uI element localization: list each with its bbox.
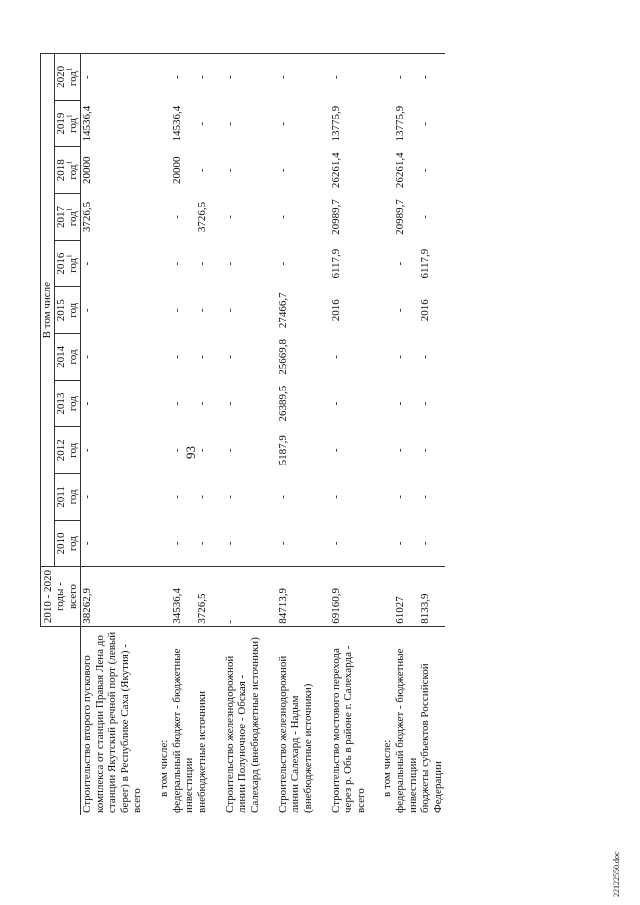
cell-value: - (419, 495, 432, 499)
row-name: бюджеты субъектов Российской Федерации (419, 626, 444, 815)
header-year-label: 2011 (54, 486, 67, 508)
spacer-cell (262, 474, 277, 521)
spacer-cell (315, 147, 330, 194)
cell-value: 6117,9 (419, 248, 432, 279)
header-year-unit: год (67, 396, 80, 412)
cell-value: - (394, 401, 407, 406)
cell-value: 25669,8 (276, 339, 289, 375)
cell-value: 13775,9 (329, 105, 342, 142)
spacer-cell (315, 380, 330, 427)
cell-value (144, 334, 171, 381)
spacer-cell (315, 626, 330, 815)
cell-value: - (330, 54, 368, 101)
header-total: 2010 - 2020 годы - всего (41, 567, 81, 626)
header-year-2017 (54, 194, 80, 241)
cell-value: - (276, 541, 289, 546)
table-row (277, 54, 315, 816)
cell-value: 5187,9 (276, 435, 289, 466)
footnote-mark: 1 (65, 114, 74, 118)
cell-value: - (171, 54, 196, 101)
cell-value: - (419, 168, 432, 173)
cell-value (367, 147, 394, 194)
row-total (144, 567, 171, 626)
spacer-cell (209, 54, 224, 101)
header-year-label: 2020 (54, 65, 67, 88)
spacer-cell (209, 194, 224, 241)
cell-value (144, 380, 171, 427)
spacer-cell (209, 100, 224, 147)
header-year-label: 2010 (54, 532, 67, 555)
spacer-cell (209, 427, 224, 474)
spacer-cell (315, 427, 330, 474)
row-total: 84713,9 (277, 567, 315, 626)
cell-value: - (329, 355, 342, 359)
cell-value: - (277, 54, 315, 101)
row-name: Строительство второго пускового комплекса от станции Правая Лена до станции Якутский речной порт (левый берег) в Республике Саха (Якутия) - всего (80, 626, 144, 815)
spacer-cell (262, 147, 277, 194)
header-year-2016 (54, 240, 80, 287)
spacer-cell (209, 334, 224, 381)
header-year-2018 (54, 147, 80, 194)
cell-value: - (223, 448, 236, 453)
header-year-unit: год (67, 211, 80, 227)
cell-value: - (394, 261, 407, 266)
row-total: 61027 (394, 567, 419, 626)
cell-value: - (80, 541, 93, 546)
header-year-2013 (54, 380, 80, 427)
cell-value: - (394, 448, 407, 453)
header-year-unit: год (67, 302, 80, 318)
cell-value: - (276, 168, 289, 173)
row-name: в том числе: (144, 626, 171, 815)
spacer-cell (315, 334, 330, 381)
cell-value: 14536,4 (80, 105, 93, 142)
cell-value: - (329, 448, 342, 453)
row-total: 69160,9 (330, 567, 368, 626)
cell-value: - (419, 355, 432, 359)
spacer-cell (315, 287, 330, 334)
cell-value: - (170, 215, 183, 219)
table-row (171, 54, 196, 816)
cell-value (367, 474, 394, 521)
cell-value (144, 287, 171, 334)
spacer-row (262, 54, 277, 816)
spacer-cell (262, 240, 277, 287)
cell-value: - (419, 448, 432, 453)
cell-value: - (196, 401, 209, 406)
cell-value: 3726,5 (196, 201, 209, 233)
row-total: 8133,9 (419, 567, 444, 626)
cell-value (367, 287, 394, 334)
cell-value: - (329, 495, 342, 499)
cell-value: - (223, 355, 236, 359)
header-year-2012 (54, 427, 80, 474)
row-name: внебюджетные источники (196, 626, 209, 815)
cell-value: - (224, 54, 262, 101)
row-total (367, 567, 394, 626)
spacer-cell (315, 54, 330, 101)
row-total: 3726,5 (196, 567, 209, 626)
header-year-2020 (54, 54, 80, 101)
cell-value: - (196, 541, 209, 546)
spacer-cell (209, 626, 224, 815)
row-name: федеральный бюджет - бюджетные инвестиции (394, 626, 419, 815)
header-year-2010 (54, 520, 80, 567)
cell-value: 13775,9 (394, 105, 407, 142)
table-row (367, 54, 394, 816)
cell-value (367, 194, 394, 241)
cell-value (144, 147, 171, 194)
cell-value (144, 194, 171, 241)
table-row (80, 54, 144, 816)
cell-value: 20000 (170, 156, 183, 185)
cell-value: - (223, 401, 236, 406)
row-name: в том числе: (367, 626, 394, 815)
cell-value: 26261,4 (394, 152, 407, 189)
cell-value: 20989,7 (329, 199, 342, 235)
table-row (224, 54, 262, 816)
cell-value: - (223, 308, 236, 313)
cell-value: - (170, 355, 183, 359)
row-name: федеральный бюджет - бюджетные инвестиции (171, 626, 196, 815)
cell-value (367, 334, 394, 381)
cell-value: - (196, 355, 209, 359)
spacer-cell (262, 334, 277, 381)
cell-value: 2016 (419, 299, 432, 322)
spacer-cell (262, 567, 277, 626)
cell-value: - (419, 541, 432, 546)
header-year-unit: год (67, 536, 80, 552)
cell-value (144, 240, 171, 287)
cell-value: - (196, 121, 209, 126)
header-year-label: 2014 (54, 345, 67, 368)
header-year-label: 2017 (54, 205, 67, 228)
cell-value: - (223, 541, 236, 546)
cell-value: - (419, 401, 432, 406)
header-year-label: 2019 (54, 112, 67, 135)
spacer-cell (262, 427, 277, 474)
cell-value (367, 380, 394, 427)
cell-value: 20000 (80, 156, 93, 185)
cell-value: - (394, 495, 407, 499)
spacer-cell (315, 100, 330, 147)
cell-value (367, 54, 394, 101)
cell-value (144, 54, 171, 101)
header-name-cell (41, 626, 81, 815)
footnote-mark: 1 (65, 161, 74, 165)
cell-value: - (329, 401, 342, 406)
spacer-cell (262, 287, 277, 334)
spacer-cell (315, 474, 330, 521)
spacer-cell (209, 240, 224, 287)
table-row (394, 54, 419, 816)
spacer-cell (262, 380, 277, 427)
table-row (419, 54, 444, 816)
cell-value: - (80, 54, 144, 101)
cell-value: 20989,7 (394, 199, 407, 235)
cell-value: - (80, 401, 93, 406)
spacer-cell (209, 380, 224, 427)
table-body (80, 54, 444, 816)
cell-value: - (170, 401, 183, 406)
cell-value: - (223, 121, 236, 126)
cell-value: - (80, 261, 93, 266)
spacer-cell (262, 520, 277, 567)
cell-value: - (394, 308, 407, 313)
spacer-cell (262, 626, 277, 815)
spacer-cell (209, 520, 224, 567)
row-total: - (224, 567, 262, 626)
cell-value (367, 240, 394, 287)
header-year-unit: год (67, 164, 80, 180)
cell-value: - (80, 495, 93, 499)
table-row (196, 54, 209, 816)
header-year-2019 (54, 100, 80, 147)
cell-value (367, 427, 394, 474)
header-year-label: 2018 (54, 159, 67, 182)
cell-value: 6117,9 (329, 248, 342, 279)
spacer-cell (209, 287, 224, 334)
cell-value: - (419, 121, 432, 126)
header-year-2015 (54, 287, 80, 334)
table-row (144, 54, 171, 816)
cell-value: - (276, 121, 289, 126)
cell-value: - (223, 168, 236, 173)
cell-value: - (394, 541, 407, 546)
table-row (330, 54, 368, 816)
spacer-cell (315, 240, 330, 287)
header-year-label: 2016 (54, 252, 67, 275)
cell-value: - (223, 495, 236, 499)
document-code: 22122550.doc (612, 851, 621, 897)
spacer-cell (209, 147, 224, 194)
spacer-cell (315, 520, 330, 567)
spacer-cell (315, 194, 330, 241)
header-year-unit: год (67, 71, 80, 87)
header-year-2011 (54, 474, 80, 521)
row-name: Строительство железнодорожной линии Салехард - Надым (внебюджетные источники) (277, 626, 315, 815)
cell-value: - (276, 215, 289, 219)
header-year-label: 2013 (54, 392, 67, 415)
cell-value: 26261,4 (329, 152, 342, 189)
header-year-unit: год (67, 257, 80, 273)
header-year-unit: год (67, 349, 80, 365)
cell-value: - (196, 448, 209, 453)
cell-value: - (419, 215, 432, 219)
cell-value (144, 474, 171, 521)
spacer-cell (262, 194, 277, 241)
cell-value: - (196, 54, 209, 101)
cell-value: 2016 (329, 299, 342, 322)
cell-value: - (170, 541, 183, 546)
cell-value: - (196, 495, 209, 499)
cell-value: - (394, 54, 419, 101)
cell-value (144, 427, 171, 474)
row-total: 34536,4 (171, 567, 196, 626)
cell-value: - (196, 308, 209, 313)
budget-table (40, 53, 445, 815)
row-name: Строительство мостового перехода через р. Обь в районе г. Салехарда - всего (330, 626, 368, 815)
cell-value: - (329, 541, 342, 546)
header-group: В том числе (41, 54, 55, 567)
spacer-cell (262, 54, 277, 101)
header-year-unit: год (67, 117, 80, 133)
header-year-label: 2012 (54, 439, 67, 462)
cell-value: - (196, 261, 209, 266)
cell-value (144, 520, 171, 567)
cell-value: - (170, 495, 183, 499)
cell-value: 14536,4 (170, 105, 183, 142)
header-year-unit: год (67, 489, 80, 505)
spacer-row (209, 54, 224, 816)
page-number: 93 (183, 446, 198, 459)
row-total: 38262,9 (80, 567, 144, 626)
cell-value: - (170, 448, 183, 453)
cell-value (367, 100, 394, 147)
cell-value: - (196, 168, 209, 173)
cell-value: - (170, 261, 183, 266)
cell-value: - (80, 308, 93, 313)
footnote-mark: 1 (65, 254, 74, 258)
spacer-cell (209, 567, 224, 626)
cell-value: - (276, 261, 289, 266)
cell-value: - (223, 261, 236, 266)
header-year-unit: год (67, 442, 80, 458)
header-year-2014 (54, 334, 80, 381)
spacer-cell (262, 100, 277, 147)
cell-value: - (394, 355, 407, 359)
cell-value: - (276, 495, 289, 499)
cell-value: 3726,5 (80, 201, 93, 233)
spacer-cell (209, 474, 224, 521)
cell-value: 27466,7 (276, 292, 289, 329)
spacer-cell (315, 567, 330, 626)
cell-value: 26389,5 (276, 385, 289, 422)
cell-value: - (80, 355, 93, 359)
row-name: Строительство железнодорожной линии Полуночное - Обская - Салехард (внебюджетные источники) (224, 626, 262, 815)
cell-value: - (223, 215, 236, 219)
header-row-group (41, 54, 55, 816)
header-year-label: 2015 (54, 299, 67, 322)
footnote-mark: 1 (65, 207, 74, 212)
cell-value: - (419, 54, 444, 101)
cell-value (144, 100, 171, 147)
footnote-mark: 1 (65, 67, 74, 72)
cell-value: - (170, 308, 183, 313)
cell-value: - (80, 448, 93, 453)
cell-value (367, 520, 394, 567)
spacer-row (315, 54, 330, 816)
